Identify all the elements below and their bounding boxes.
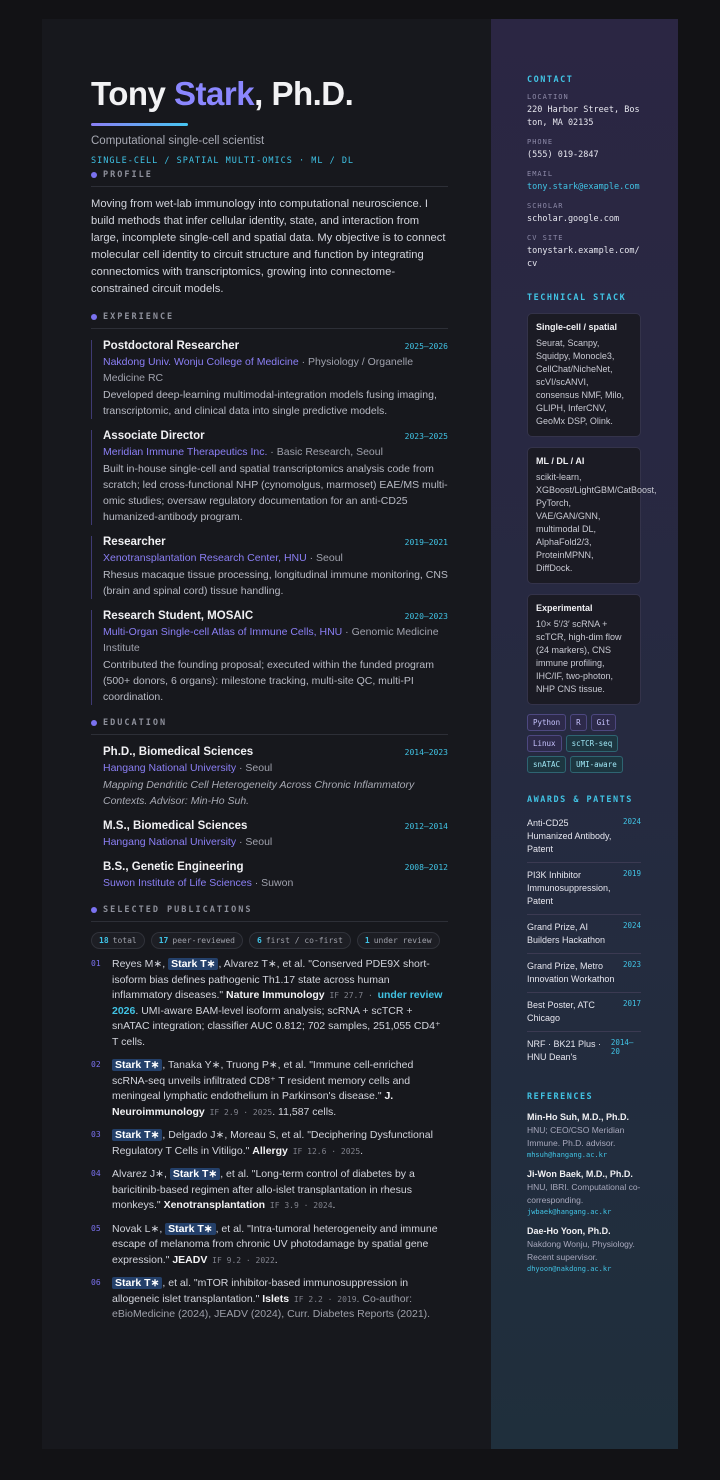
education-entry [91,861,448,891]
stat-label: peer-reviewed [172,936,235,945]
reference-name: Min-Ho Suh, M.D., Ph.D. [527,1112,629,1122]
award-name: NRF · BK21 Plus · HNU Dean's [527,1039,602,1062]
impact-factor: IF 27.7 · [324,991,378,1000]
journal-name: JEADV [172,1253,208,1266]
contact-value: 220 Harbor Street, Boston, MA 02135 [527,105,640,128]
education-entry [91,746,448,809]
entry-description: Mapping Dendritic Cell Heterogeneity Across Chronic Inflammatory Contexts. Advisor: Min-Ho Suh. [103,779,415,807]
resume-page [42,19,678,1449]
stack-items [536,337,632,428]
publication-item [91,1167,449,1214]
organization-detail: · Genomic Medicine Institute [103,626,439,654]
contact-value: (555) 019-2847 [527,150,599,160]
section-title: SELECTED PUBLICATIONS [103,905,253,915]
publication-stats [91,932,448,949]
publication-number: 04 [91,1169,101,1178]
citation-text: , Delgado J∗, Moreau S, et al. "Deciphering Dysfunctional Regulatory T Cells in Vitiligo." [112,1129,433,1157]
publication-number: 06 [91,1278,101,1287]
publication-number: 03 [91,1130,101,1139]
award-year: 2024 [622,817,641,826]
stack-line: PyTorch, [536,498,572,508]
reference-name: Ji-Won Baek, M.D., Ph.D. [527,1169,633,1179]
impact-factor: IF 9.2 · 2022 [207,1255,275,1265]
entry-header [103,340,448,352]
organization-detail: · Physiology / Organelle Medicine RC [103,356,414,384]
stat-chip [249,932,351,949]
publication-citation [112,1276,449,1323]
citation-note: . 11,587 cells. [272,1105,337,1118]
entry-dates: 2008–2012 [404,863,448,872]
entry-organization [103,834,448,850]
award-item [527,863,641,915]
contact-label: EMAIL [527,170,554,178]
author-highlight: Stark T∗ [170,1168,220,1180]
award-item [527,915,641,954]
skill-tag: Git [591,714,617,731]
keywords: SINGLE-CELL / SPATIAL MULTI-OMICS · ML / DL [91,156,355,166]
award-year: 2023 [622,960,641,969]
stack-card [527,447,657,584]
stack-line: scTCR, high-dim flow [536,632,622,642]
organization-name: Xenotransplantation Research Center, HNU [103,552,307,564]
entry-header [103,861,448,873]
organization-name: Suwon Institute of Life Sciences [103,877,252,889]
name-last: , Ph.D. [254,75,354,112]
author-highlight: Stark T∗ [165,1223,215,1235]
journal-name: Islets [262,1292,290,1305]
stack-title: Single-cell / spatial [536,322,618,332]
organization-name: Meridian Immune Therapeutics Inc. [103,446,268,458]
author-highlight: Stark T∗ [112,1059,162,1071]
stack-title: ML / DL / AI [536,456,585,466]
reference-email: mhsuh@hangang.ac.kr [527,1151,608,1159]
education-list [91,746,491,891]
entry-header [103,820,448,832]
stack-line: VAE/GAN/GNN, [536,511,601,521]
name-accent: Stark [174,75,255,112]
entry-dates: 2012–2014 [404,822,448,831]
publication-number: 05 [91,1223,101,1233]
coauthors-before: Reyes M∗, [112,958,169,970]
contact-label: CV SITE [527,234,564,242]
award-name: PI3K Inhibitor Immunosuppression, Patent [527,870,611,906]
publication-number: 01 [91,959,101,968]
entry-organization [103,354,448,386]
stack-list [527,313,678,705]
author-highlight: Stark T∗ [112,1129,162,1141]
publication-citation [112,1222,449,1269]
stack-line: Seurat, Scanpy, [536,338,600,348]
stat-label: under review [373,936,432,945]
contact-label: SCHOLAR [527,202,564,210]
citation-text: , et al. "Intra-tumoral heterogeneity and immune escape of melanoma from chronic UV photodamage by spatial gene expression." [112,1222,438,1266]
section-dot [91,172,97,178]
award-item [527,1032,641,1070]
organization-detail: · Seoul [236,836,273,848]
stack-line: multimodal DL, [536,524,597,534]
coauthors-before: Alvarez J∗, [112,1168,170,1180]
name-underline [91,123,188,126]
organization-name: Multi-Organ Single-cell Atlas of Immune Cells, HNU [103,626,343,638]
stack-card [527,313,641,437]
impact-factor: IF 12.6 · 2025 [287,1146,361,1156]
section-dot [91,907,97,913]
contact-label: PHONE [527,138,554,146]
organization-name: Hangang National University [103,762,237,774]
stack-line: XGBoost/LightGBM/CatBoost, [536,485,657,495]
stat-label: first / co-first [265,936,343,945]
entry-title: Associate Director [103,430,205,442]
impact-factor: IF 2.2 · 2019 [289,1294,357,1304]
publication-item [91,1128,449,1159]
stack-title: Experimental [536,603,593,613]
stack-items [536,618,632,696]
stat-count: 6 [257,936,262,945]
award-year: 2017 [622,999,641,1008]
organization-name: Hangang National University [103,836,237,848]
entry-description: Contributed the founding proposal; executed within the funded program (500+ donors, 6 organs): milestone tracking, multi-site QC, multi-PI coordination. [103,659,434,703]
citation-note: . UMI-aware BAM-level isoform analysis; scRNA + scTCR + snATAC integration; classifier AUC 0.812; 702 samples, 251,055 CD4⁺ T cells. [112,1004,441,1048]
stat-count: 18 [99,936,109,945]
candidate-name [91,75,491,113]
organization-detail: · Suwon [251,877,294,889]
publication-item [91,1276,449,1323]
entry-dates: 2020–2023 [404,612,448,621]
journal-name: Nature Immunology [226,989,325,1001]
awards-list [527,811,678,1070]
section-dot [91,314,97,320]
entry-organization [103,760,448,776]
section-title: PROFILE [103,170,153,180]
stack-line: DiffDock. [536,563,573,573]
award-name: Anti-CD25 Humanized Antibody, Patent [527,818,612,854]
stack-line: scVI/scANVI, [536,377,589,387]
entry-dates: 2019–2021 [404,538,448,547]
entry-header [103,746,448,758]
contact-label: LOCATION [527,93,569,101]
skill-tag: R [570,714,587,731]
organization-detail: · Seoul [306,552,343,564]
award-item [527,954,641,993]
section-dot [91,720,97,726]
coauthors-before: Novak L∗, [112,1222,166,1235]
stack-line: AlphaFold2/3, [536,537,592,547]
contact-value: scholar.google.com [527,214,620,224]
entry-organization [103,875,448,891]
main-column [42,19,491,1449]
stat-chip [151,932,243,949]
reference-email: jwbaek@hangang.ac.kr [527,1208,612,1216]
stack-line: (24 markers), CNS [536,645,612,655]
skill-tag: Linux [527,735,562,752]
entry-title: Research Student, MOSAIC [103,610,254,622]
publication-item [91,1058,449,1120]
publication-citation [112,1128,449,1159]
stat-count: 1 [364,936,370,945]
reference-name: Dae-Ho Yoon, Ph.D. [527,1226,611,1236]
stack-line: immune profiling, [536,658,605,668]
award-item [527,811,641,863]
stack-line: scikit-learn, [536,472,582,482]
entry-header [103,610,448,622]
contact-value: tonystark.example.com/cv [527,246,640,269]
publication-list [91,957,491,1323]
citation-text: , et al. "mTOR inhibitor-based immunosuppression in allogeneic islet transplantation." [112,1277,409,1305]
publication-number: 02 [91,1060,101,1069]
award-name: Grand Prize, AI Builders Hackathon [527,922,606,945]
entry-description: Built in-house single-cell and spatial transcriptomics analysis code from scratch; led cross-functional NHP (cynomolgus, marmoset) EAE/MS multi-omic studies; oversaw regulatory documentation for an anti-CD25 humanized-antibody program. [103,463,448,523]
publications-header [91,905,448,922]
stack-line: NHP CNS tissue. [536,684,605,694]
publication-citation [112,1167,449,1214]
skill-tags [527,714,647,773]
stat-label: total [112,936,137,945]
profile-text: Moving from wet-lab immunology into computational neuroscience. I build methods that infer cellular identity, state, and interaction from large, incomplete single-cell and spatial data. My objective is to connect molecular cell identity to circuit structure and function by integrating connectomics with transcriptomics, growing into connectome-constrained circuit models. [91,198,446,295]
stack-line: Squidpy, Monocle3, [536,351,615,361]
skill-tag: snATAC [527,756,566,773]
citation-note: . Co-author: eBioMedicine (2024), JEADV (2024), Curr. Diabetes Reports (2021). [112,1292,431,1320]
profile-header [91,170,448,187]
award-year: 2014–20 [610,1038,634,1056]
entry-title: Postdoctoral Researcher [103,340,240,352]
entry-description: Developed deep-learning multimodal-integration models fusing imaging, transcriptomic, and clinical data into single predictive models. [103,389,437,417]
experience-entry [91,610,448,705]
reference-description: Nakdong Wonju, Physiology. Recent supervisor. [527,1239,635,1262]
entry-title: Researcher [103,536,166,548]
organization-detail: · Basic Research, Seoul [267,446,383,458]
stack-heading: TECHNICAL STACK [527,293,627,303]
skill-tag: UMI-aware [570,756,623,773]
entry-description: Rhesus macaque tissue processing, longitudinal immune monitoring, CNS (brain and spinal cord) tissue handling. [103,569,448,597]
stat-chip [357,932,440,949]
reference-email: dhyoon@nakdong.ac.kr [527,1265,612,1273]
journal-name: J. Neuroimmunology [112,1090,394,1118]
award-name: Best Poster, ATC Chicago [527,1000,595,1023]
citation-text: , et al. "Long-term control of diabetes by a baricitinib-based regimen after allo-islet transplantation in rhesus monkeys." [112,1168,415,1211]
experience-entry [91,536,448,599]
experience-header [91,312,448,329]
name-first: Tony [91,75,175,112]
stack-line: 10× 5′/3′ scRNA + [536,619,608,629]
entry-header [103,430,448,442]
stack-items [536,471,657,575]
entry-organization [103,550,448,566]
stat-chip [91,932,145,949]
award-item [527,993,641,1032]
award-name: Grand Prize, Metro Innovation Workathon [527,961,615,984]
impact-factor: IF 3.9 · 2024 [265,1201,333,1210]
stack-card [527,594,641,705]
awards-heading: AWARDS & PATENTS [527,795,633,805]
award-year: 2024 [622,921,641,930]
experience-entry [91,430,448,525]
stack-line: GeoMx DSP, Olink. [536,416,613,426]
entry-dates: 2023–2025 [404,432,448,441]
experience-entry [91,340,448,419]
citation-text: , Alvarez T∗, et al. "Conserved PDE9X short-isoform bias defines pathogenic Th1.17 state across human inflammatory diseases." [112,958,430,1001]
contact-value: tony.stark@example.com [527,182,640,192]
organization-detail: · Seoul [236,762,273,774]
education-header [91,718,448,735]
author-highlight: Stark T∗ [112,1277,162,1289]
entry-title: B.S., Genetic Engineering [103,861,244,873]
award-year: 2019 [622,869,641,878]
references-heading: REFERENCES [527,1092,594,1102]
citation-text: , Tanaka Y∗, Truong P∗, et al. "Immune cell-enriched scRNA-seq unveils infiltrated CD8⁺ T resident memory cells and meningeal lymphatic endothelium in Parkinson's disease." [112,1059,414,1102]
entry-title: Ph.D., Biomedical Sciences [103,746,254,758]
entry-header [103,536,448,548]
stat-count: 17 [158,936,169,945]
citation-note: . [274,1253,278,1266]
stack-line: consensus NMF, Milo, [536,390,625,400]
citation-note: . [360,1144,364,1157]
publication-citation [112,957,449,1050]
publication-citation [112,1058,449,1120]
journal-name: Xenotransplantation [163,1199,266,1211]
journal-name: Allergy [252,1144,288,1157]
publication-item [91,1222,449,1269]
entry-title: M.S., Biomedical Sciences [103,820,248,832]
publication-item [91,957,449,1050]
entry-organization [103,624,448,656]
stack-line: IHC/IF, two-photon, [536,671,614,681]
references-list [527,1112,678,1273]
education-entry [91,820,448,850]
stack-line: CellChat/NicheNet, [536,364,613,374]
contact-list [527,93,678,271]
impact-factor: IF 2.9 · 2025 [204,1107,273,1117]
author-highlight: Stark T∗ [168,958,218,970]
organization-name: Nakdong Univ. Wonju College of Medicine [103,356,299,368]
skill-tag: Python [527,714,566,731]
entry-organization [103,444,448,460]
sidebar [491,19,678,1449]
contact-heading: CONTACT [527,75,574,85]
review-status: under review 2026 [112,989,443,1017]
entry-dates: 2025–2026 [404,342,448,351]
stack-line: GLIPH, InferCNV, [536,403,607,413]
section-title: EXPERIENCE [103,312,175,322]
experience-list [91,340,491,705]
stack-line: ProteinMPNN, [536,550,594,560]
citation-note: . [332,1199,336,1211]
entry-dates: 2014–2023 [404,748,448,757]
reference-description: HNU; CEO/CSO Meridian Immune. Ph.D. advisor. [527,1125,625,1148]
reference-description: HNU, IBRI. Computational co-corresponding. [527,1182,641,1205]
section-title: EDUCATION [103,718,168,728]
tagline: Computational single-cell scientist [91,135,265,147]
skill-tag: scTCR-seq [566,735,619,752]
